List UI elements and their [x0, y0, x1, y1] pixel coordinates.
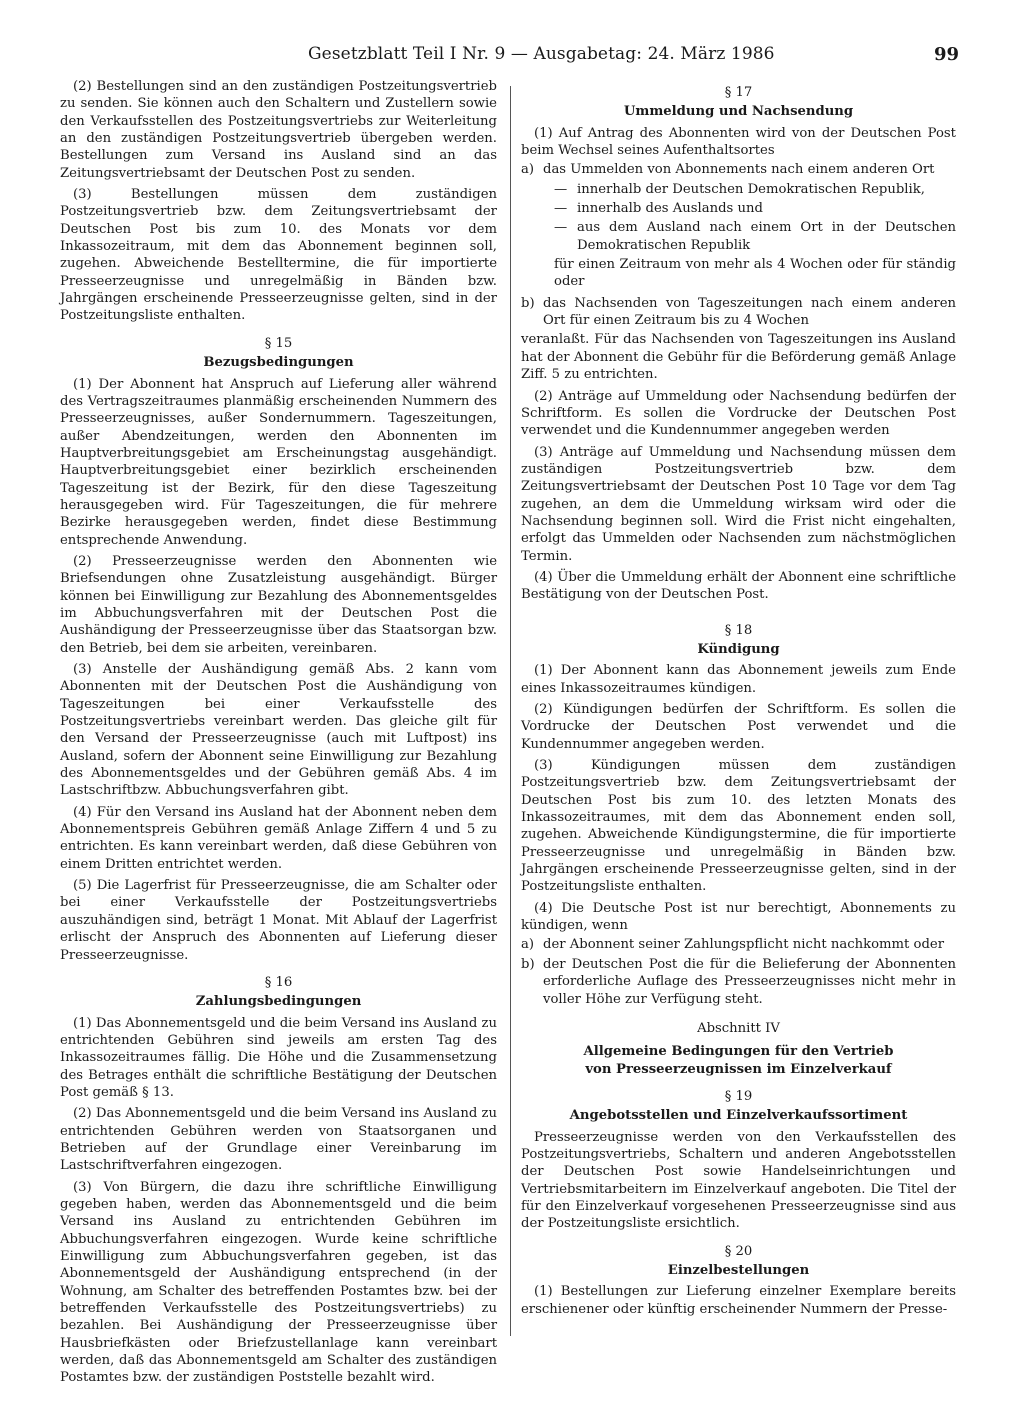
paragraph: (3) Von Bürgern, die dazu ihre schriftliche Einwilligung gegeben haben, werden das Abonnementsgeld und die beim Versand ins Ausland zu entrichtenden Gebühren im Abbuchungsverfahren eingezogen. Wurde keine schriftliche Einwilligung zum Abbuchungsverfahren gegeben, ist das Abonnementsgeld der Aushändigung entsprechend (in der Wohnung, am Schalter des betreffenden Postamtes bzw. bei der betreffenden Verkaufsstelle des Postzeitungsvertriebs) zu bezahlen. Bei Aushändigung der Presseerzeugnisse über Hausbriefkästen oder Briefzustellanlage kann vereinbart werden, daß das Abonnementsgeld am Schalter des zuständigen Postamtes bzw. der zuständigen Poststelle bezahlt wird. — [60, 1179, 497, 1386]
section-number: § 19 — [724, 1088, 753, 1104]
paragraph: (3) Anträge auf Ummeldung und Nachsendung müssen dem zuständigen Postzeitungsvertrieb bzw. dem Zeitungsvertriebsamt der Deutschen Post 10 Tage vor dem Tag zugehen, an dem die Ummeldung wirksam wird oder die Nachsendung beginnen soll. Wird die Frist nicht eingehalten, erfolgt das Ummelden oder Nachsenden zum nächstmöglichen Termin. — [521, 444, 956, 564]
list-item — [521, 161, 956, 178]
dash-mark: — — [554, 220, 568, 236]
list-label: a) — [521, 937, 535, 953]
dash-text: innerhalb des Auslands und — [577, 201, 763, 217]
section-heading: Kündigung — [697, 641, 780, 657]
paragraph: (2) Anträge auf Ummeldung oder Nachsendung bedürfen der Schriftform. Es sollen die Vordrucke der Deutschen Post verwendet und die Kundennummer angegeben werden — [521, 388, 956, 439]
paragraph: (1) Bestellungen zur Lieferung einzelner Exemplare bereits erschienener oder künftig erscheinender Nummern der Presse- — [521, 1284, 956, 1317]
list-item — [521, 956, 956, 1008]
chapter-title: von Presseerzeugnissen im Einzelverkauf — [585, 1061, 892, 1077]
paragraph: (2) Kündigungen bedürfen der Schriftform. Es sollen die Vordrucke der Deutschen Post verwendet und die Kundennummer angegeben werden. — [521, 702, 956, 752]
right-column — [521, 78, 956, 1322]
section-heading: Ummeldung und Nachsendung — [623, 104, 854, 120]
list-text: das Ummelden von Abonnements nach einem anderen Ort — [543, 162, 935, 178]
list-continuation: für einen Zeitraum von mehr als 4 Wochen oder für ständig oder — [554, 257, 956, 290]
list-item — [521, 295, 956, 330]
left-column — [60, 78, 497, 1391]
paragraph: (1) Der Abonnent kann das Abonnement jeweils zum Ende eines Inkassozeitraumes kündigen. — [521, 663, 956, 696]
dash-mark: — — [554, 201, 568, 217]
section-number: § 20 — [724, 1243, 753, 1259]
paragraph: (4) Die Deutsche Post ist nur berechtigt, Abonnements zu kündigen, wenn — [521, 900, 956, 934]
paragraph: (1) Auf Antrag des Abonnenten wird von der Deutschen Post beim Wechsel seines Aufenthaltsortes — [521, 125, 956, 159]
page-header — [0, 44, 1024, 74]
list-label: b) — [521, 956, 535, 972]
chapter-label: Abschnitt IV — [697, 1020, 780, 1036]
section-number: § 16 — [264, 974, 293, 990]
paragraph: (2) Presseerzeugnisse werden den Abonnenten wie Briefsendungen ohne Zusatzleistung ausgehändigt. Bürger können bei Einwilligung zur Bezahlung des Abonnementsgeldes im Abbuchungsverfahren mit der Deutschen Post die Aushändigung der Presseerzeugnisse über das Staatsorgan bzw. den Betrieb, bei dem sie arbeiten, vereinbaren. — [60, 553, 497, 656]
list-text: das Nachsenden von Tageszeitungen nach einem anderen Ort für einen Zeitraum bis zu 4 Wochen — [543, 295, 956, 329]
paragraph: (4) Für den Versand ins Ausland hat der Abonnent neben dem Abonnementspreis Gebühren gemäß Anlage Ziffern 4 und 5 zu entrichten. Es kann vereinbart werden, daß diese Gebühren von einem Dritten entrichtet werden. — [60, 804, 497, 872]
dash-mark: — — [554, 181, 568, 197]
list-label: a) — [521, 162, 535, 178]
gazette-title: Gesetzblatt Teil I Nr. 9 — Ausgabetag: 24. März 1986 — [308, 44, 775, 64]
paragraph: (2) Bestellungen sind an den zuständigen Postzeitungsvertrieb zu senden. Sie können auch den Schaltern und Zustellern sowie den Verkaufsstellen des Postzeitungsvertriebs zur Weiterleitung an den zuständigen Postzeitungsvertrieb übergeben werden. Bestellungen zum Versand ins Ausland sind an das Zeitungsvertriebsamt der Deutschen Post zu senden. — [60, 79, 497, 181]
paragraph: (1) Der Abonnent hat Anspruch auf Lieferung aller während des Vertragszeitraumes planmäßig erscheinenden Nummern des Presseerzeugnisses, außer Sondernummern. Tageszeitungen, außer Abendzeitungen, werden den Abonnenten im Hauptverbreitungsgebiet am Erscheinungstag ausgehändigt. Hauptverbreitungsgebiet einer bezirklich erscheinenden Tageszeitung ist der Bezirk, für den diese Tageszeitung herausgegeben wird. Für Tageszeitungen, die für mehrere Bezirke herausgegeben werden, findet diese Bestimmung entsprechende Anwendung. — [60, 376, 497, 548]
list-item — [521, 936, 956, 953]
page-number: 99 — [934, 44, 960, 65]
section-heading: Zahlungsbedingungen — [195, 994, 362, 1010]
dash-text: innerhalb der Deutschen Demokratischen Republik, — [577, 181, 925, 197]
section-heading: Bezugsbedingungen — [203, 355, 354, 371]
paragraph: (3) Anstelle der Aushändigung gemäß Abs. 2 kann vom Abonnenten mit der Deutschen Post die Aushändigung von Tageszeitungen bei einer Verkaufsstelle des Postzeitungsvertriebs vereinbart werden. Das gleiche gilt für den Versand der Presseerzeugnisse (auch mit Luftpost) ins Ausland, sofern der Abonnent seine Einwilligung zur Bezahlung des Abonnementsgeldes und der Gebühren gemäß Abs. 4 im Lastschriftbzw. Abbuchungsverfahren gibt. — [60, 662, 497, 799]
paragraph: (1) Das Abonnementsgeld und die beim Versand ins Ausland zu entrichtenden Gebühren sind jeweils am ersten Tag des Inkassozeitraumes fällig. Die Höhe und die Zusammensetzung des Betrages enthält die schriftliche Bestätigung der Deutschen Post gemäß § 13. — [60, 1015, 497, 1100]
dash-item — [521, 219, 956, 254]
paragraph: veranlaßt. Für das Nachsenden von Tageszeitungen ins Ausland hat der Abonnent die Gebühr für die Beförderung gemäß Anlage Ziff. 5 zu entrichten. — [521, 332, 956, 383]
column-divider — [510, 86, 511, 1336]
paragraph: (3) Bestellungen müssen dem zuständigen Postzeitungsvertrieb bzw. dem Zeitungsvertriebsamt der Deutschen Post bis zum 10. des Monats vor dem Inkassozeitraum, mit dem das Abonnement beginnen soll, zugehen. Abweichende Bestelltermine, die für importierte Presseerzeugnisse und unregelmäßig in Bänden bzw. Jahrgängen erscheinende Presseerzeugnisse gelten, sind in der Postzeitungsliste enthalten. — [60, 187, 497, 324]
chapter-title: Allgemeine Bedingungen für den Vertrieb — [583, 1044, 894, 1060]
section-number: § 18 — [724, 622, 753, 638]
section-number: § 17 — [724, 85, 753, 100]
paragraph: (2) Das Abonnementsgeld und die beim Versand ins Ausland zu entrichtenden Gebühren werden von Staatsorganen und Betrieben auf der Grundlage einer Vereinbarung im Lastschriftverfahren eingezogen. — [60, 1106, 497, 1174]
section-heading: Angebotsstellen und Einzelverkaufssortiment — [569, 1108, 908, 1124]
dash-item — [521, 200, 956, 217]
dash-text: aus dem Ausland nach einem Ort in der Deutschen Demokratischen Republik — [577, 220, 956, 253]
paragraph: Presseerzeugnisse werden von den Verkaufsstellen des Postzeitungsvertriebs, Schaltern und anderen Angebotsstellen der Deutschen Post sowie Handelseinrichtungen und Vertriebsmitarbeitern im Einzelverkauf angeboten. Die Titel der für den Einzelverkauf vorgesehenen Presseerzeugnisse sind aus der Postzeitungsliste ersichtlich. — [521, 1129, 956, 1232]
paragraph: (5) Die Lagerfrist für Presseerzeugnisse, die am Schalter oder bei einer Verkaufsstelle der Postzeitungsvertriebs auszuhändigen sind, beträgt 1 Monat. Mit Ablauf der Lagerfrist erlischt der Anspruch des Abonnenten auf Lieferung dieser Presseerzeugnisse. — [60, 878, 497, 963]
dash-item — [521, 181, 956, 198]
paragraph: (3) Kündigungen müssen dem zuständigen Postzeitungsvertrieb bzw. dem Zeitungsvertriebsamt der Deutschen Post bis zum 10. des letzten Monats des Inkassozeitraumes, mit dem das Abonnement enden soll, zugehen. Abweichende Kündigungstermine, die für importierte Presseerzeugnisse und unregelmäßig in Bänden bzw. Jahrgängen erscheinende Presseerzeugnisse gelten, sind in der Postzeitungsliste enthalten. — [521, 758, 956, 895]
paragraph: (4) Über die Ummeldung erhält der Abonnent eine schriftliche Bestätigung von der Deutschen Post. — [521, 569, 956, 603]
list-text: der Deutschen Post die für die Belieferung der Abonnenten erforderliche Auflage des Presseerzeugnisses nicht mehr in voller Höhe zur Verfügung steht. — [543, 956, 956, 1007]
list-text: der Abonnent seiner Zahlungspflicht nicht nachkommt oder — [543, 937, 945, 953]
section-number: § 15 — [264, 335, 293, 351]
list-label: b) — [521, 295, 535, 311]
section-heading: Einzelbestellungen — [667, 1262, 810, 1278]
